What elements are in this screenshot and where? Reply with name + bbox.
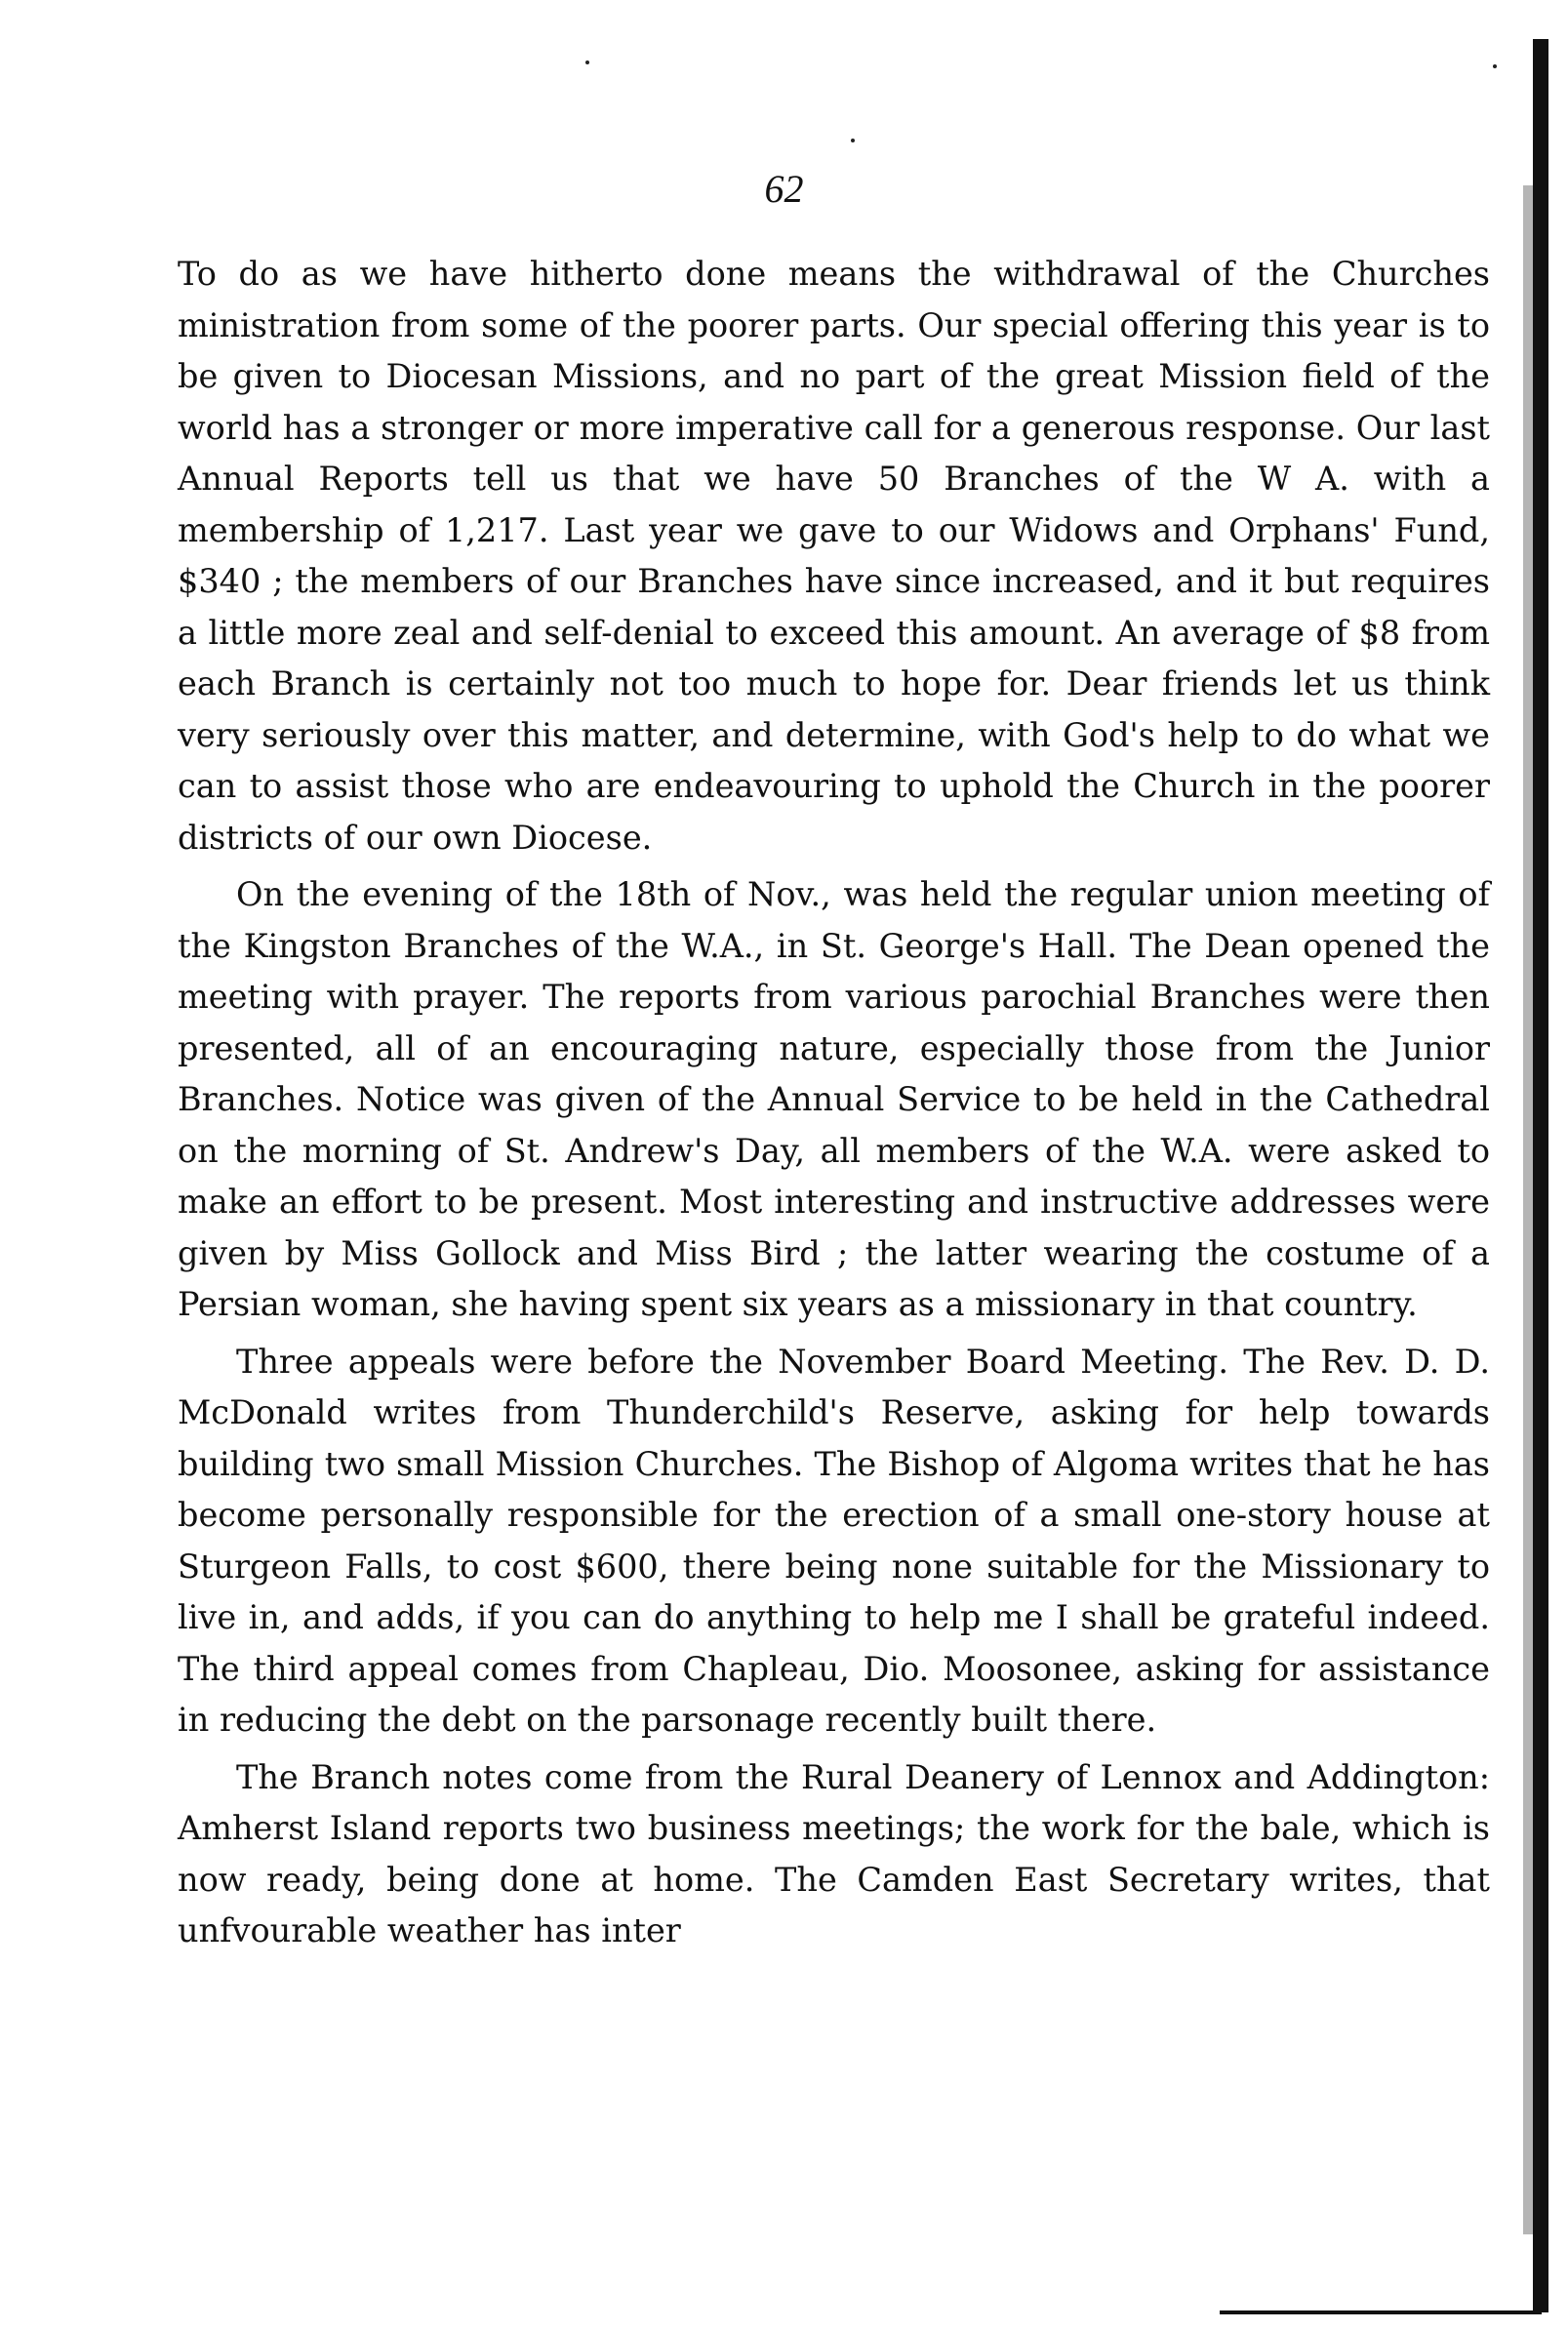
scan-speck [851,139,855,142]
page-number: 62 [764,167,804,211]
paragraph-4: The Branch notes come from the Rural Deanery of Lennox and Addington: Amherst Island reports two business meetings; the work for the bale, which is now ready, being done at home. The Camden East Secretary writes, that unfvourable weather has inter [178,1757,1490,1949]
paragraph-2: On the evening of the 18th of Nov., was held the regular union meeting of the Kingston Branches of the W.A., in St. George's Hall. The Dean opened the meeting with prayer. The reports from various parochial Branches were then presented, all of an encouraging nature, especially those from the Junior Branches. Notice was given of the Annual Service to be held in the Cathedral on the morning of St. Andrew's Day, all members of the W.A. were asked to make an effort to be present. Most interesting and instructive addresses were given by Miss Gollock and Miss Bird ; the latter wearing the costume of a Persian woman, she having spent six years as a missionary in that country. [178,875,1490,1323]
bottom-rule [1220,2310,1542,2314]
scan-speck [585,60,589,64]
scan-speck [1493,64,1497,68]
body-text [178,249,1490,1957]
page-edge-rule [1533,39,1548,2312]
paragraph-1: To do as we have hitherto done means the withdrawal of the Churches ministration from some of the poorer parts. Our special offering this year is to be given to Diocesan Missions, and no part of the great Mission field of the world has a stronger or more imperative call for a generous response. Our last Annual Reports tell us that we have 50 Branches of the W A. with a membership of 1,217. Last year we gave to our Widows and Orphans' Fund, $340 ; the members of our Branches have since increased, and it but requires a little more zeal and self-denial to exceed this amount. An average of $8 from each Branch is certainly not too much to hope for. Dear friends let us think very seriously over this matter, and determine, with God's help to do what we can to assist those who are endeavouring to uphold the Church in the poorer districts of our own Diocese. [178,255,1490,857]
paragraph-3: Three appeals were before the November Board Meeting. The Rev. D. D. McDonald writes from Thunderchild's Reserve, asking for help towards building two small Mission Churches. The Bishop of Algoma writes that he has become personally responsible for the erection of a small one-story house at Sturgeon Falls, to cost $600, there being none suitable for the Missionary to live in, and adds, if you can do anything to help me I shall be grateful indeed. The third appeal comes from Chapleau, Dio. Moosonee, asking for assistance in reducing the debt on the parsonage recently built there. [178,1342,1490,1739]
